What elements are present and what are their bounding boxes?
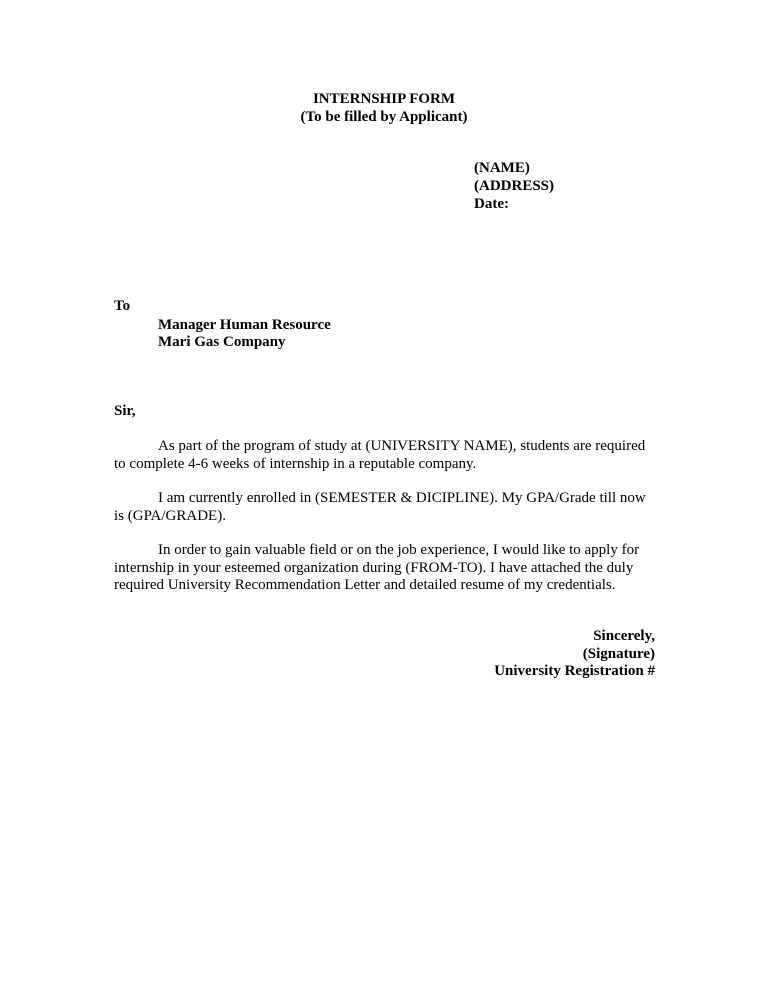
sender-name: (NAME) [474, 160, 530, 176]
sender-address: (ADDRESS) [474, 178, 555, 194]
paragraph-3-line-2: internship in your esteemed organization during (FROM-TO). I have attached the duly [114, 560, 634, 576]
paragraph-1-line-1: As part of the program of study at (UNIVERSITY NAME), students are required [158, 438, 646, 454]
recipient-title: Manager Human Resource [158, 317, 331, 333]
paragraph-1-line-2: to complete 4-6 weeks of internship in a reputable company. [114, 456, 477, 472]
recipient-company: Mari Gas Company [158, 334, 286, 350]
paragraph-2-line-1: I am currently enrolled in (SEMESTER & DICIPLINE). My GPA/Grade till now [158, 490, 646, 506]
form-title: INTERNSHIP FORM [312, 91, 456, 107]
closing-sincerely: Sincerely, [593, 628, 655, 644]
recipient-to: To [114, 298, 131, 314]
closing-signature: (Signature) [582, 646, 655, 662]
paragraph-3-line-1: In order to gain valuable field or on the job experience, I would like to apply for [158, 542, 640, 558]
sender-date: Date: [474, 196, 509, 212]
salutation: Sir, [114, 403, 136, 419]
paragraph-3-line-3: required University Recommendation Letter and detailed resume of my credentials. [114, 577, 616, 593]
closing-registration: University Registration # [494, 663, 655, 679]
paragraph-2-line-2: is (GPA/GRADE). [114, 508, 226, 524]
form-subtitle: (To be filled by Applicant) [300, 109, 468, 125]
